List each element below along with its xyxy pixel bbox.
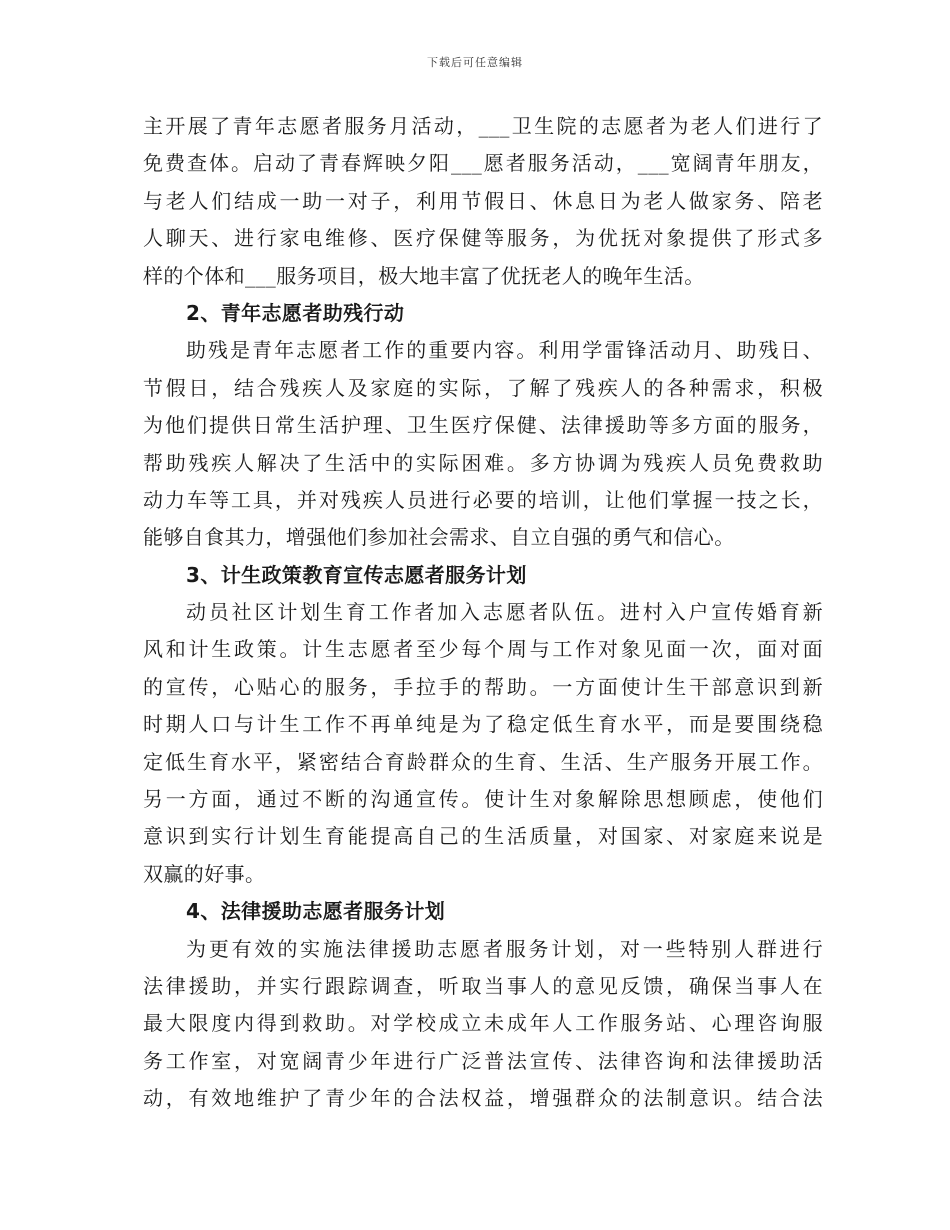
paragraph-line: 最大限度内得到救助。对学校成立未成年人工作服务站、心理咨询服 — [143, 1011, 823, 1036]
paragraph-line: 节假日，结合残疾人及家庭的实际，了解了残疾人的各种需求，积极 — [143, 375, 823, 400]
paragraph-line: 风和计生政策。计生志愿者至少每个周与工作对象见面一次，面对面 — [143, 637, 823, 662]
paragraph-line: 另一方面，通过不断的沟通宣传。使计生对象解除思想顾虑，使他们 — [143, 787, 823, 812]
paragraph-line: 法律援助，并实行跟踪调查，听取当事人的意见反馈，确保当事人在 — [143, 973, 823, 998]
section-heading-4: 4、法律援助志愿者服务计划 — [186, 899, 446, 924]
paragraph-line: 与老人们结成一助一对子，利用节假日、休息日为老人做家务、陪老 — [143, 188, 823, 213]
paragraph-line: 为他们提供日常生活护理、卫生医疗保健、法律援助等多方面的服务， — [143, 413, 823, 438]
paragraph-line: 意识到实行计划生育能提高自己的生活质量，对国家、对家庭来说是 — [143, 824, 823, 849]
paragraph-line: 时期人口与计生工作不再单纯是为了稳定低生育水平，而是要围绕稳 — [143, 712, 823, 737]
paragraph-line: 动，有效地维护了青少年的合法权益，增强群众的法制意识。结合法 — [143, 1086, 823, 1111]
document-body — [143, 108, 823, 1118]
section-heading-3: 3、计生政策教育宣传志愿者服务计划 — [186, 562, 527, 587]
paragraph-line: 动力车等工具，并对残疾人员进行必要的培训，让他们掌握一技之长， — [143, 487, 823, 512]
section-heading-2: 2、青年志愿者助残行动 — [186, 300, 405, 325]
paragraph-line: 样的个体和___服务项目，极大地丰富了优抚老人的晚年生活。 — [143, 263, 705, 288]
paragraph-line: 动员社区计划生育工作者加入志愿者队伍。进村入户宣传婚育新 — [186, 600, 823, 625]
paragraph-line: 双赢的好事。 — [143, 861, 266, 886]
paragraph-line: 的宣传，心贴心的服务，手拉手的帮助。一方面使计生干部意识到新 — [143, 674, 823, 699]
paragraph-line: 助残是青年志愿者工作的重要内容。利用学雷锋活动月、助残日、 — [186, 338, 823, 363]
paragraph-line: 能够自食其力，增强他们参加社会需求、自立自强的勇气和信心。 — [143, 525, 735, 550]
paragraph-line: 免费查体。启动了青春辉映夕阳___愿者服务活动，___宽阔青年朋友， — [143, 151, 823, 176]
paragraph-line: 务工作室，对宽阔青少年进行广泛普法宣传、法律咨询和法律援助活 — [143, 1048, 823, 1073]
paragraph-line: 人聊天、进行家电维修、医疗保健等服务，为优抚对象提供了形式多 — [143, 226, 823, 251]
paragraph-line: 定低生育水平，紧密结合育龄群众的生育、生活、生产服务开展工作。 — [143, 749, 823, 774]
paragraph-line: 为更有效的实施法律援助志愿者服务计划，对一些特别人群进行 — [186, 936, 823, 961]
paragraph-line: 主开展了青年志愿者服务月活动，___卫生院的志愿者为老人们进行了 — [143, 114, 823, 138]
paragraph-line: 帮助残疾人解决了生活中的实际困难。多方协调为残疾人员免费救助 — [143, 450, 823, 475]
page-header: 下载后可任意编辑 — [427, 56, 523, 69]
